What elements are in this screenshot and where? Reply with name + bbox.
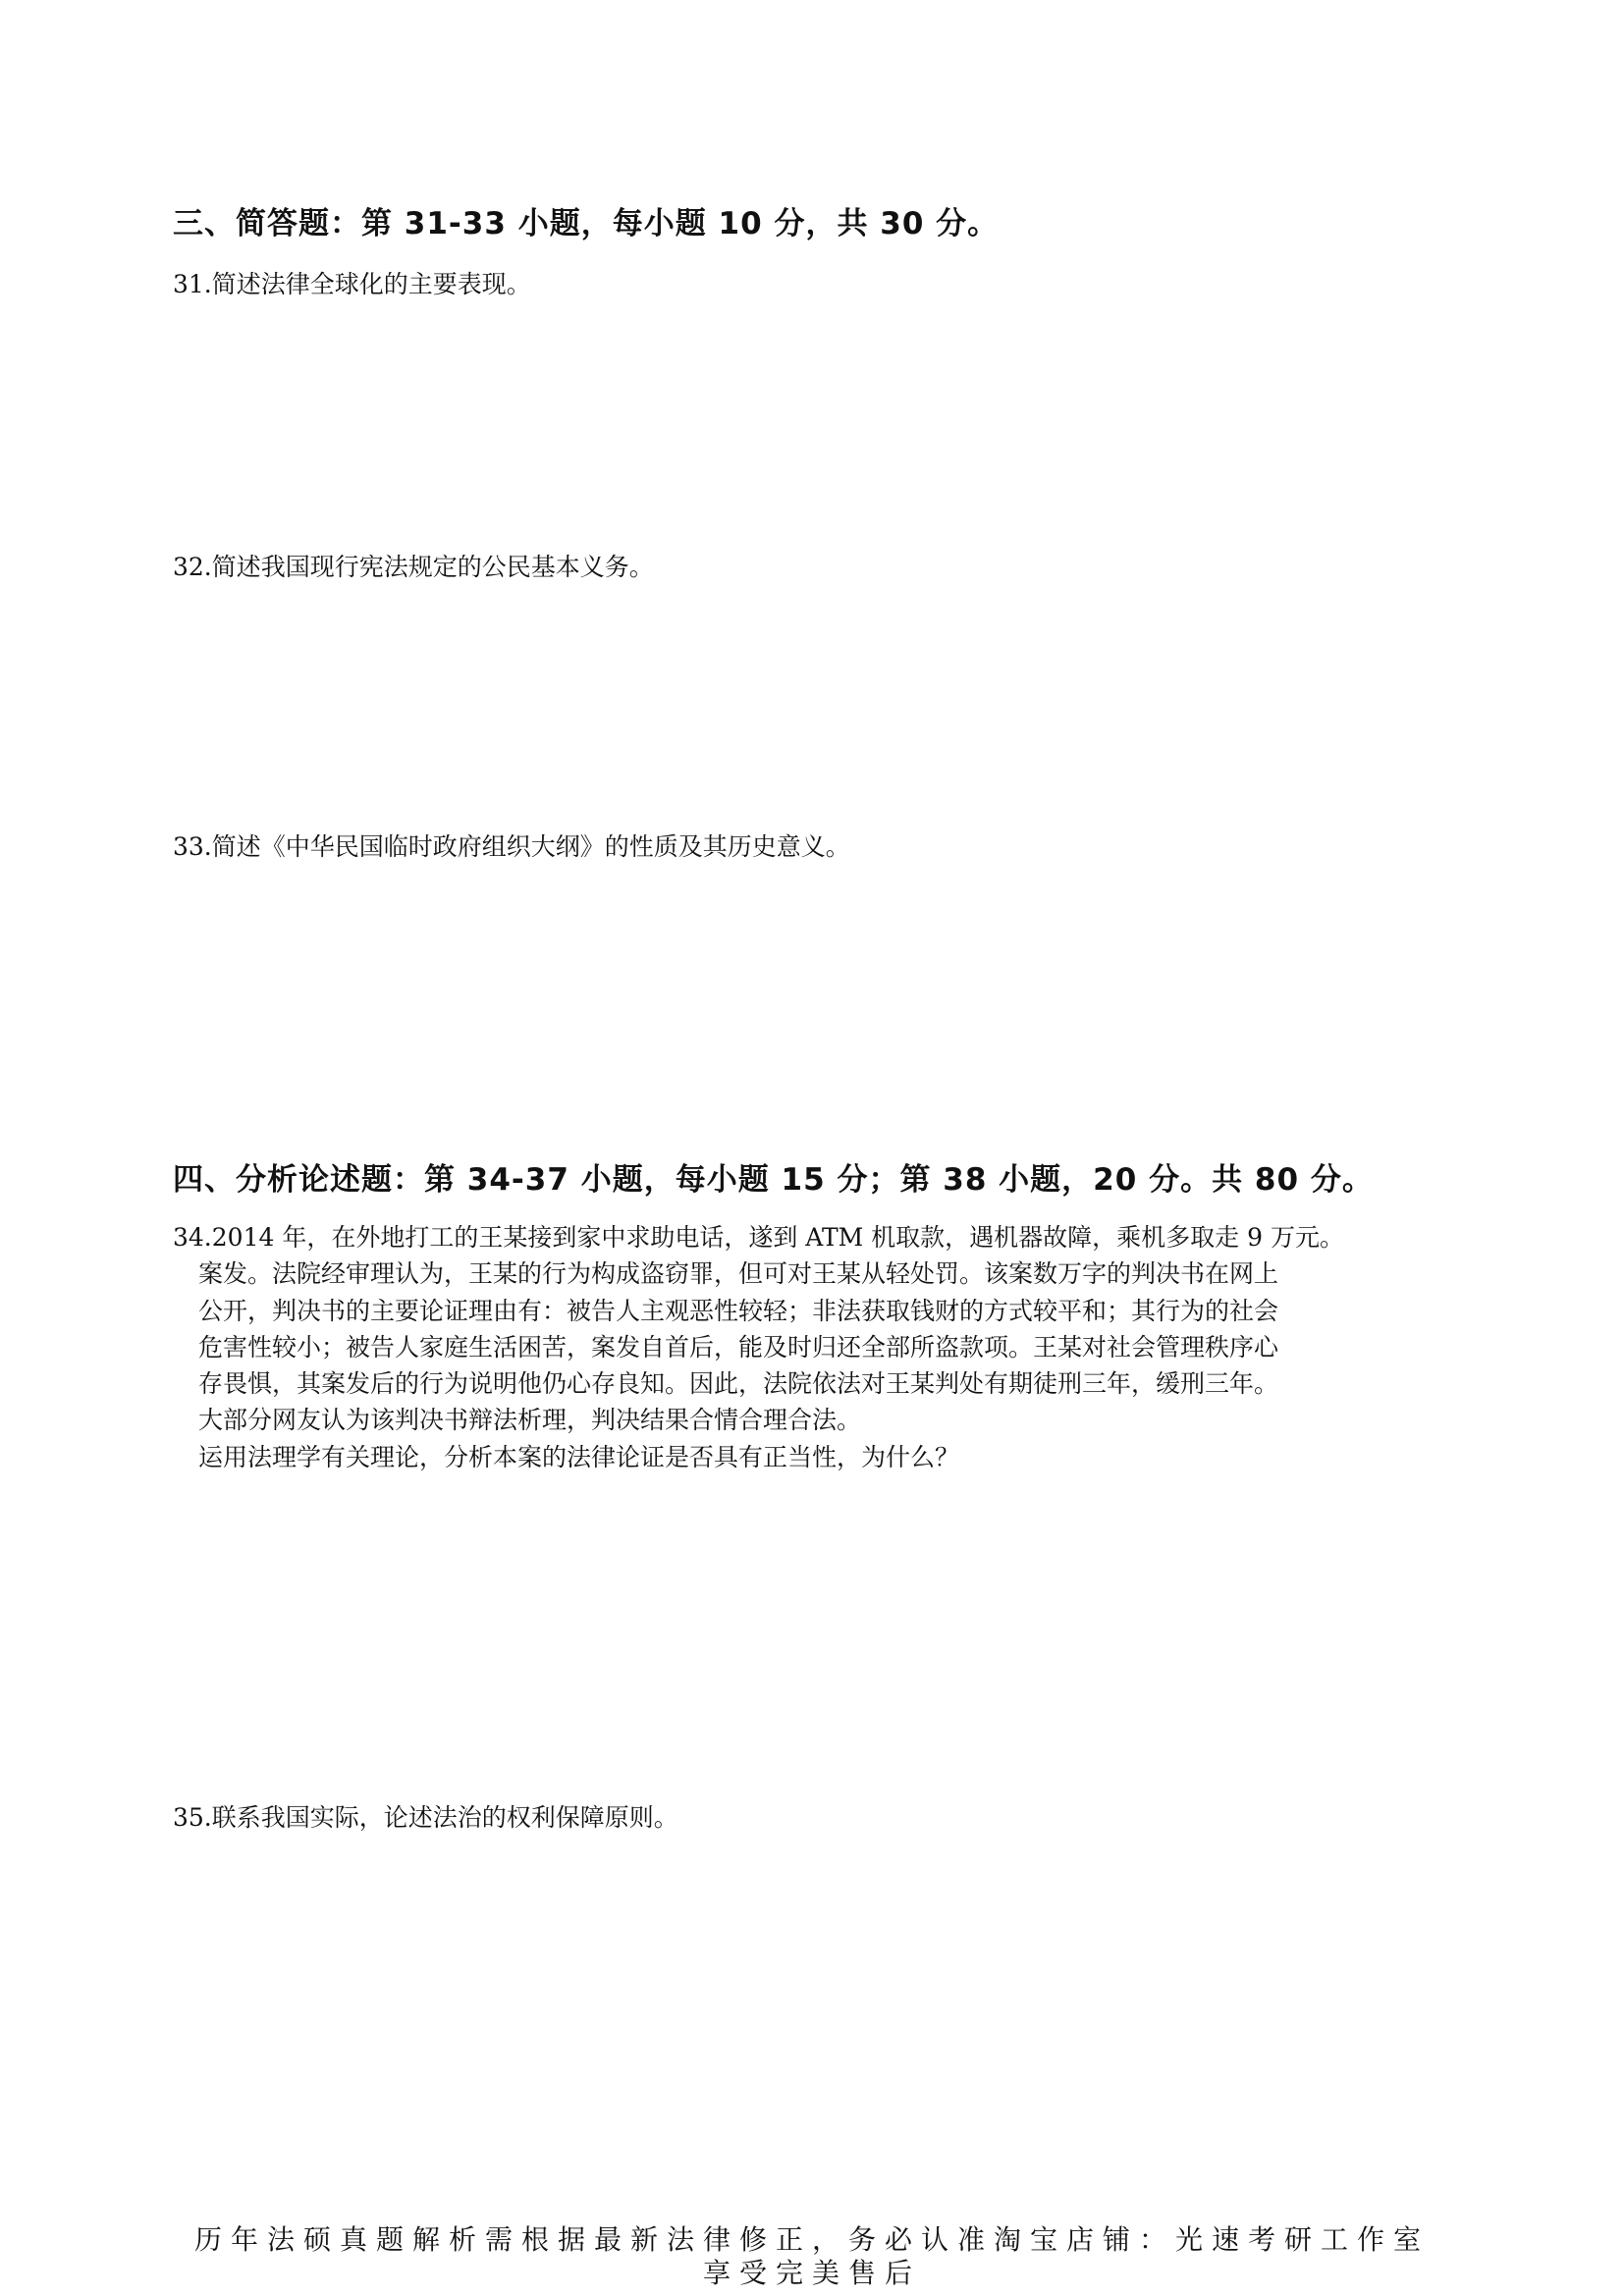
section-4-heading: 四、分析论述题：第 34-37 小题，每小题 15 分；第 38 小题，20 分。共 80 分。 [173, 1162, 1374, 1198]
question-32: 32.简述我国现行宪法规定的公民基本义务。 [173, 553, 654, 581]
section-3-heading: 三、简答题：第 31-33 小题，每小题 10 分，共 30 分。 [173, 206, 1000, 241]
question-34-prompt: 运用法理学有关理论，分析本案的法律论证是否具有正当性，为什么？ [198, 1442, 960, 1471]
footer-line-1: 历年法硕真题解析需根据最新法律修正，务必认准淘宝店铺：光速考研工作室 [193, 2223, 1430, 2256]
question-34 [173, 1219, 1344, 1475]
question-34-line: 案发。法院经审理认为，王某的行为构成盗窃罪，但可对王某从轻处罚。该案数万字的判决书在网上 [198, 1259, 1279, 1289]
question-35: 35.联系我国实际，论述法治的权利保障原则。 [173, 1803, 678, 1832]
question-34-line: 大部分网友认为该判决书辩法析理，判决结果合情合理合法。 [198, 1406, 862, 1435]
question-34-line: 34.2014 年，在外地打工的王某接到家中求助电话，遂到 ATM 机取款，遇机器故障，乘机多取走 9 万元。 [173, 1223, 1344, 1252]
question-34-line: 危害性较小；被告人家庭生活困苦，案发自首后，能及时归还全部所盗款项。王某对社会管理秩序心 [198, 1332, 1279, 1362]
question-34-line: 存畏惧，其案发后的行为说明他仍心存良知。因此，法院依法对王某判处有期徒刑三年，缓刑三年。 [198, 1369, 1279, 1399]
question-33: 33.简述《中华民国临时政府组织大纲》的性质及其历史意义。 [173, 832, 850, 861]
footer-notice [0, 2223, 1624, 2290]
footer-line-2: 享受完美售后 [702, 2257, 921, 2289]
question-34-line: 公开，判决书的主要论证理由有：被告人主观恶性较轻；非法获取钱财的方式较平和；其行为的社会 [198, 1296, 1279, 1325]
question-31: 31.简述法律全球化的主要表现。 [173, 270, 531, 298]
